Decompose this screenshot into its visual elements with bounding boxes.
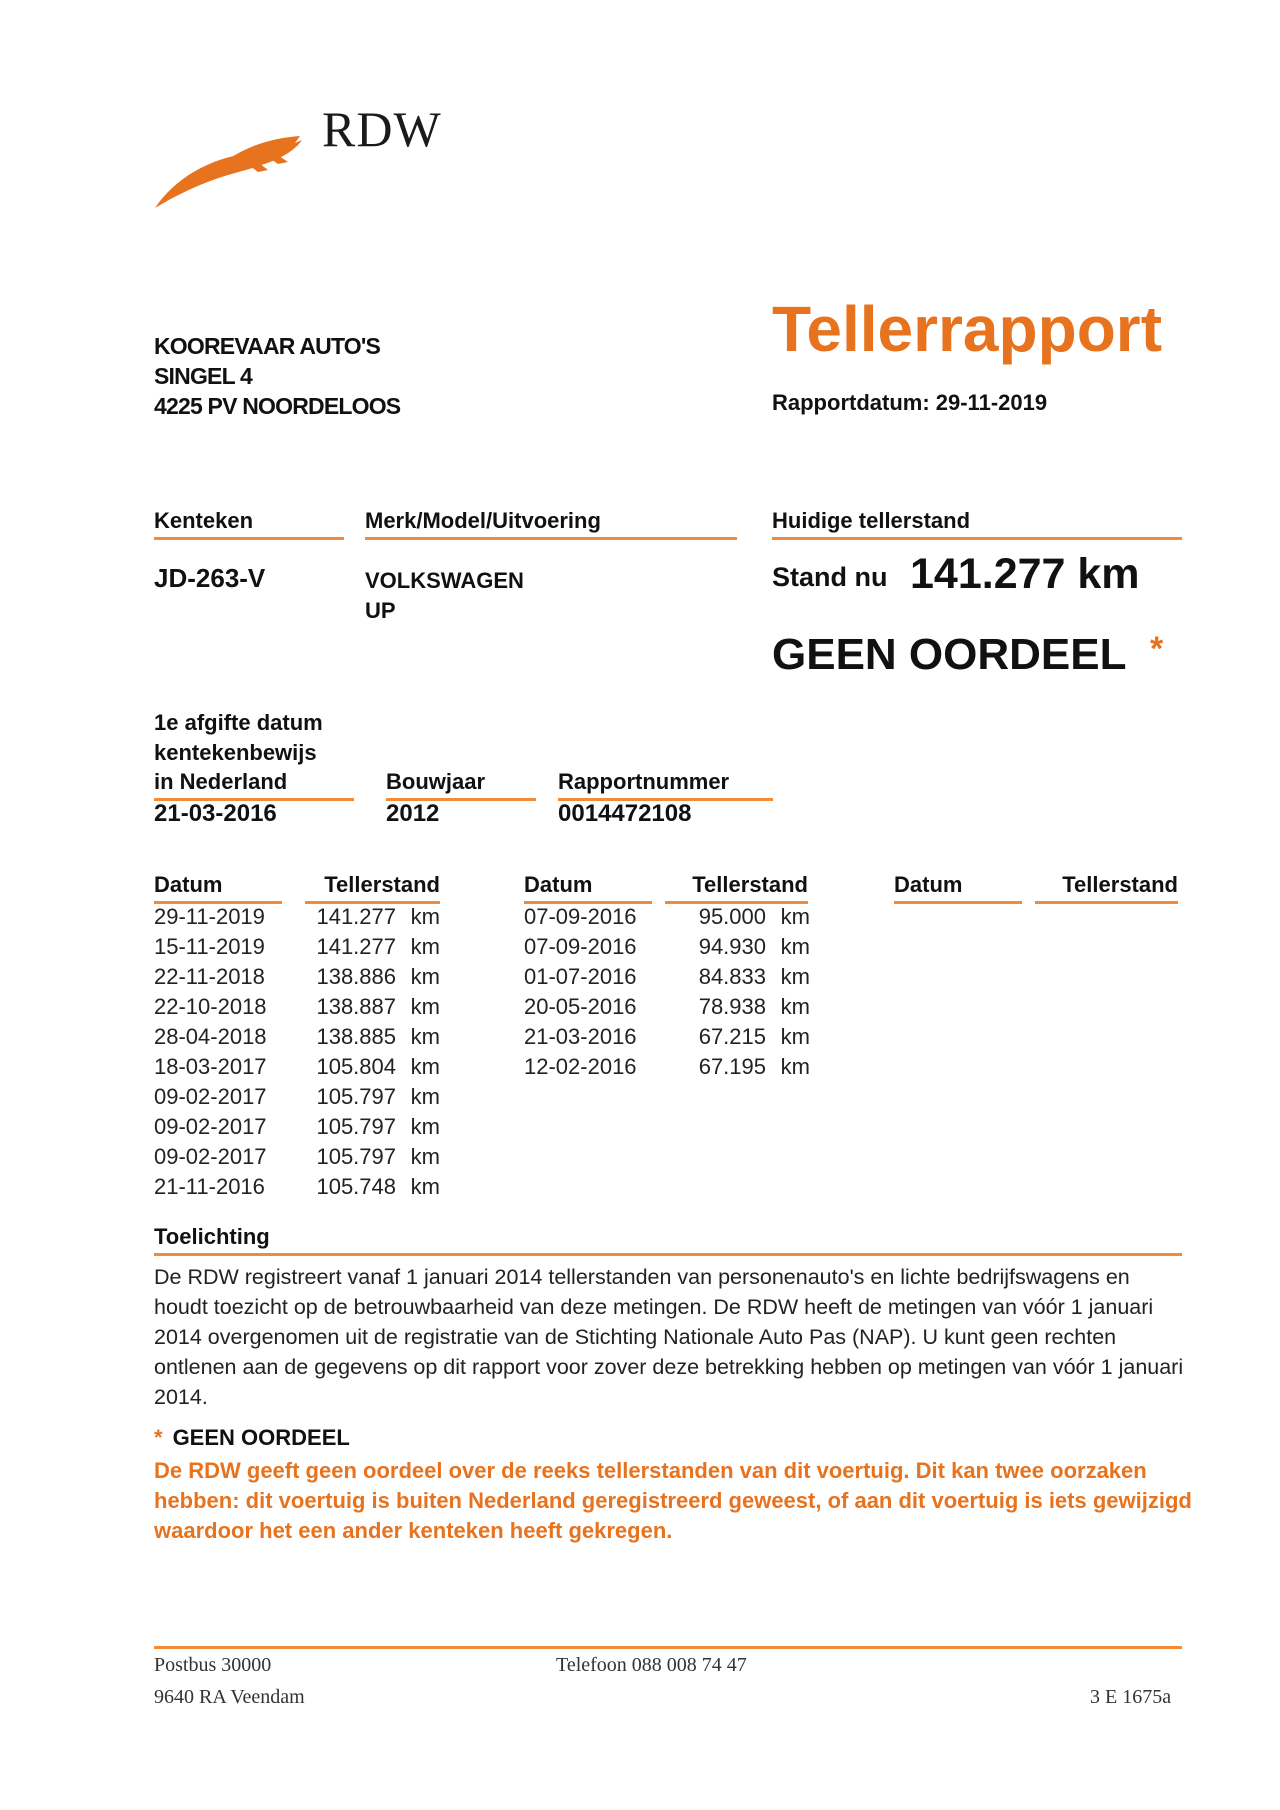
reading-row <box>154 1172 444 1202</box>
reading-value: 67.195 <box>698 1054 766 1079</box>
reading-unit: km <box>780 994 810 1019</box>
reading-date: 21-03-2016 <box>524 1024 637 1049</box>
reading-row <box>154 1082 444 1112</box>
readings-left <box>154 902 444 1202</box>
bouwjaar-value: 2012 <box>386 800 440 827</box>
reading-row <box>154 1112 444 1142</box>
toelichting-text: De RDW registreert vanaf 1 januari 2014 tellerstanden van personenauto's en lichte bedrijfswagens en houdt toezicht op de betrouwbaarheid van deze metingen. De RDW heeft de metingen van vóór 1 januari 2014 overgenomen uit de registratie van de Stichting Nationale Auto Pas (NAP). U kunt geen rechten ontlenen aan de gegevens op dit rapport voor zover deze betrekking hebben op metingen van vóór 1 januari 2014. <box>154 1265 1184 1409</box>
col-datum-2: Datum <box>524 872 652 904</box>
verdict-note-text: De RDW geeft geen oordeel over de reeks tellerstanden van dit voertuig. Dit kan twee oorzaken hebben: dit voertuig is buiten Nederland geregistreerd geweest, of aan dit voertuig is iets gewijzigd waardoor het een ander kenteken heeft gekregen. <box>154 1458 1192 1543</box>
first-issue-value: 21-03-2016 <box>154 800 277 827</box>
reading-unit: km <box>780 1054 810 1079</box>
reading-unit: km <box>410 1114 440 1139</box>
address-line-2: SINGEL 4 <box>154 363 252 389</box>
reading-row <box>154 992 444 1022</box>
kenteken-value: JD-263-V <box>154 563 266 593</box>
model-header: Merk/Model/Uitvoering <box>365 508 737 540</box>
reading-date: 21-11-2016 <box>154 1174 265 1199</box>
toelichting-title: Toelichting <box>154 1224 1182 1256</box>
reading-value: 95.000 <box>698 904 766 929</box>
reading-value: 105.797 <box>316 1144 396 1169</box>
kenteken-header: Kenteken <box>154 508 344 540</box>
reading-row <box>524 962 814 992</box>
report-date: Rapportdatum: 29-11-2019 <box>772 390 1048 415</box>
reading-row <box>154 1022 444 1052</box>
col-teller-1: Tellerstand <box>305 872 440 904</box>
reading-date: 01-07-2016 <box>524 964 637 989</box>
reading-row <box>524 992 814 1022</box>
footer-phone: Telefoon 088 008 74 47 <box>556 1654 747 1676</box>
reading-unit: km <box>780 964 810 989</box>
reading-value: 105.804 <box>316 1054 396 1079</box>
reading-row <box>524 1022 814 1052</box>
reading-unit: km <box>410 934 440 959</box>
reading-date: 09-02-2017 <box>154 1084 267 1109</box>
reading-date: 15-11-2019 <box>154 934 265 959</box>
page-title: Tellerrapport <box>772 293 1162 365</box>
reading-unit: km <box>410 904 440 929</box>
readings-middle <box>524 902 814 1082</box>
reading-unit: km <box>780 934 810 959</box>
rapportnummer-header: Rapportnummer <box>558 769 773 801</box>
reading-date: 22-10-2018 <box>154 994 267 1019</box>
reading-unit: km <box>410 964 440 989</box>
footer-code: 3 E 1675a <box>1090 1686 1172 1708</box>
reading-value: 138.886 <box>316 964 396 989</box>
reading-date: 18-03-2017 <box>154 1054 267 1079</box>
footer-rule <box>154 1646 1182 1649</box>
bouwjaar-header: Bouwjaar <box>386 769 536 801</box>
first-issue-label-3: in Nederland <box>154 769 354 801</box>
reading-date: 28-04-2018 <box>154 1024 267 1049</box>
reading-date: 07-09-2016 <box>524 934 637 959</box>
reading-value: 105.797 <box>316 1114 396 1139</box>
current-reading-header: Huidige tellerstand <box>772 508 1182 540</box>
reading-unit: km <box>410 1054 440 1079</box>
reading-unit: km <box>410 994 440 1019</box>
reading-row <box>154 932 444 962</box>
stand-value: 141.277 km <box>910 550 1140 598</box>
reading-value: 67.215 <box>698 1024 766 1049</box>
reading-value: 138.885 <box>316 1024 396 1049</box>
col-datum-3: Datum <box>894 872 1022 904</box>
verdict-note-label <box>154 1425 350 1451</box>
reading-unit: km <box>410 1144 440 1169</box>
reading-date: 29-11-2019 <box>154 904 265 929</box>
reading-row <box>154 962 444 992</box>
reading-unit: km <box>780 1024 810 1049</box>
logo-text: RDW <box>322 101 442 157</box>
reading-value: 138.887 <box>316 994 396 1019</box>
verdict-note-title: GEEN OORDEEL <box>172 1425 350 1450</box>
verdict-mark: * <box>1150 630 1164 668</box>
col-teller-3: Tellerstand <box>1035 872 1178 904</box>
footer-city: 9640 RA Veendam <box>154 1686 305 1708</box>
reading-date: 09-02-2017 <box>154 1144 267 1169</box>
reading-value: 105.797 <box>316 1084 396 1109</box>
address-line-1: KOOREVAAR AUTO'S <box>154 333 381 359</box>
reading-unit: km <box>410 1024 440 1049</box>
reading-row <box>524 932 814 962</box>
reading-date: 20-05-2016 <box>524 994 637 1019</box>
reading-row <box>154 902 444 932</box>
reading-value: 78.938 <box>698 994 766 1019</box>
reading-value: 105.748 <box>316 1174 396 1199</box>
first-issue-label-1: 1e afgifte datum <box>154 710 323 735</box>
verdict: GEEN OORDEEL <box>772 630 1127 679</box>
reading-value: 141.277 <box>316 904 396 929</box>
reading-row <box>524 1052 814 1082</box>
reading-unit: km <box>410 1084 440 1109</box>
reading-date: 09-02-2017 <box>154 1114 267 1139</box>
reading-row <box>154 1052 444 1082</box>
reading-date: 12-02-2016 <box>524 1054 637 1079</box>
rapportnummer-value: 0014472108 <box>558 800 692 827</box>
reading-row <box>524 902 814 932</box>
address-line-3: 4225 PV NOORDELOOS <box>154 393 401 419</box>
model-value: UP <box>365 598 396 623</box>
reading-unit: km <box>410 1174 440 1199</box>
reading-row <box>154 1142 444 1172</box>
stand-label: Stand nu <box>772 562 888 592</box>
reading-value: 84.833 <box>698 964 766 989</box>
reading-unit: km <box>780 904 810 929</box>
reading-date: 07-09-2016 <box>524 904 637 929</box>
col-datum-1: Datum <box>154 872 282 904</box>
brand-value: VOLKSWAGEN <box>365 568 524 593</box>
reading-date: 22-11-2018 <box>154 964 265 989</box>
first-issue-label-2: kentekenbewijs <box>154 740 317 765</box>
reading-value: 141.277 <box>316 934 396 959</box>
footer-postbus: Postbus 30000 <box>154 1654 272 1676</box>
reading-value: 94.930 <box>698 934 766 959</box>
col-teller-2: Tellerstand <box>665 872 808 904</box>
rdw-logo-icon <box>150 128 310 213</box>
verdict-note-mark: * <box>154 1425 163 1450</box>
